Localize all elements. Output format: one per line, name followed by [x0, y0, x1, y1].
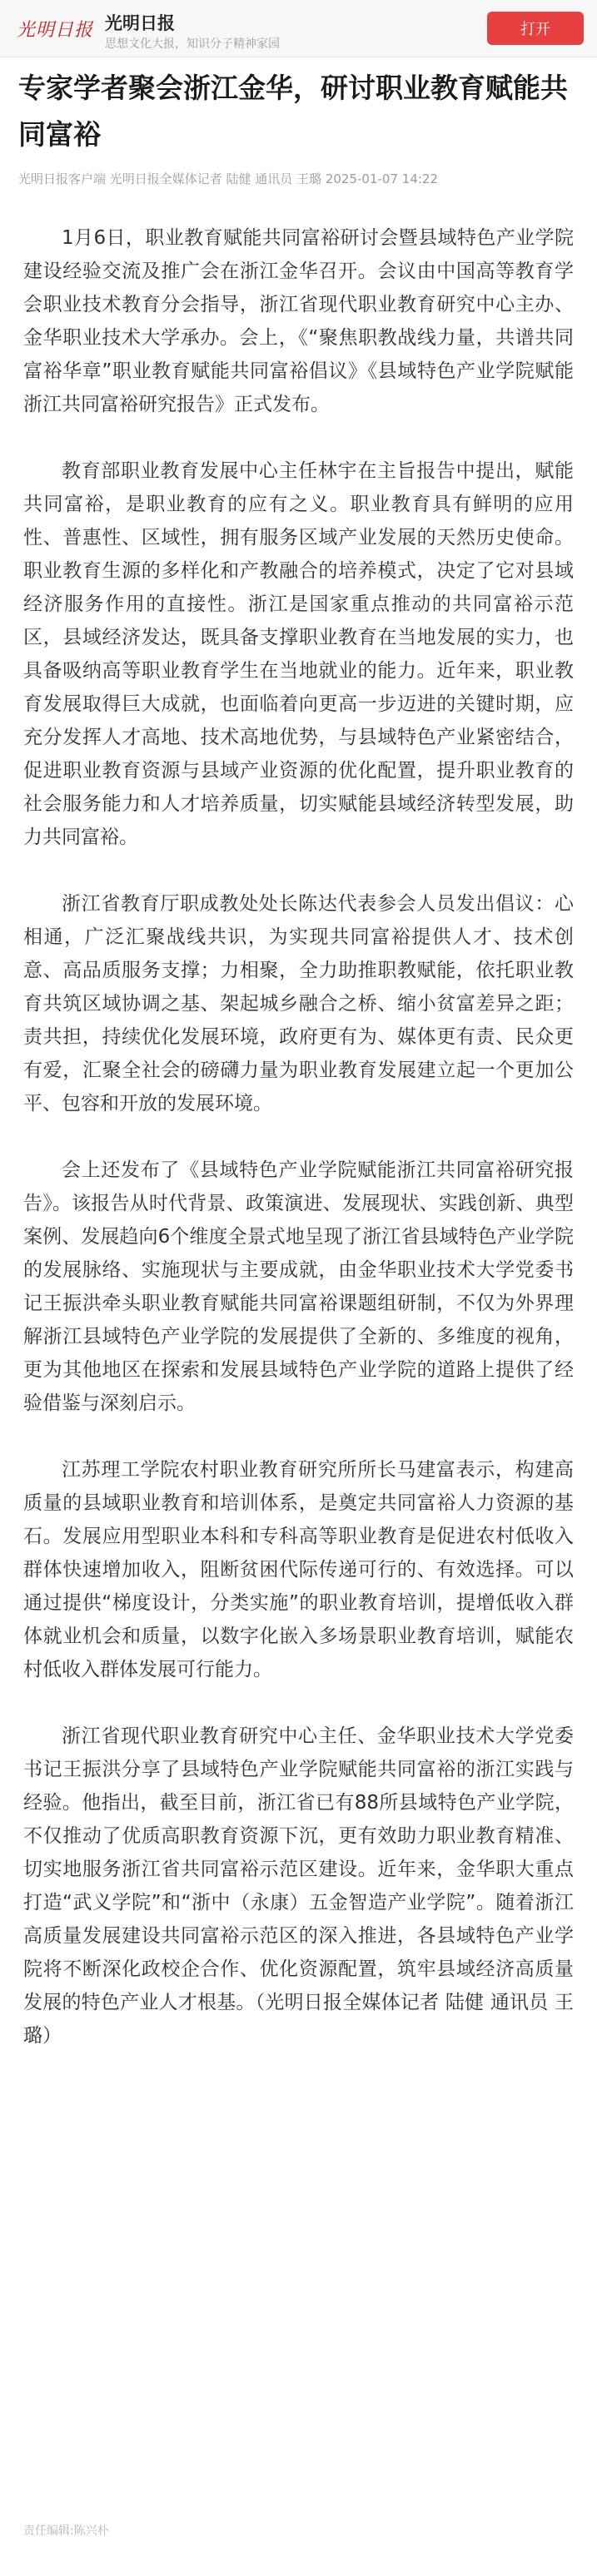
article-paragraph: 浙江省教育厅职成教处处长陈达代表参会人员发出倡议：心相通，广泛汇聚战线共识，为实现共同富裕提供人才、技术创意、高品质服务支撑；力相聚，全力助推职教赋能，依托职业教育共筑区域协调之基、架起城乡融合之桥、缩小贫富差异之距；责共担，持续优化发展环境，政府更有为、媒体更有责、民众更有爱，汇聚全社会的磅礴力量为职业教育发展建立起一个更加公平、包容和开放的发展环境。	[23, 893, 574, 1114]
responsible-editor: 责任编辑:陈兴朴	[23, 2524, 109, 2538]
app-banner	[0, 0, 597, 57]
app-slogan: 思想文化大报，知识分子精神家园	[105, 37, 280, 51]
article-paragraph: 教育部职业教育发展中心主任林宇在主旨报告中提出，赋能共同富裕，是职业教育的应有之义。职业教育具有鲜明的应用性、普惠性、区域性，拥有服务区域产业发展的天然历史使命。职业教育生源的多样化和产教融合的培养模式，决定了它对县域经济服务作用的直接性。浙江是国家重点推动的共同富裕示范区，县域经济发达，既具备支撑职业教育在当地发展的实力，也具备吸纳高等职业教育学生在当地就业的能力。近年来，职业教育发展取得巨大成就，也面临着向更高一步迈进的关键时期，应充分发挥人才高地、技术高地优势，与县域特色产业紧密结合，促进职业教育资源与县域产业资源的优化配置，提升职业教育的社会服务能力和人才培养质量，切实赋能县域经济转型发展，助力共同富裕。	[23, 460, 574, 848]
app-name: 光明日报	[105, 13, 175, 33]
article-paragraph: 浙江省现代职业教育研究中心主任、金华职业技术大学党委书记王振洪分享了县域特色产业学院赋能共同富裕的浙江实践与经验。他指出，截至目前，浙江省已有88所县域特色产业学院，不仅推动了优质高职教育资源下沉，更有效助力职业教育精准、切实地服务浙江省共同富裕示范区建设。近年来，金华职大重点打造“武义学院”和“浙中（永康）五金智造产业学院”。随着浙江高质量发展建设共同富裕示范区的深入推进，各县域特色产业学院将不断深化政校企合作、优化资源配置，筑牢县域经济高质量发展的特色产业人才根基。（光明日报全媒体记者 陆健 通讯员 王璐）	[23, 1725, 574, 2047]
open-app-button[interactable]: 打开	[487, 12, 584, 45]
article-container	[0, 57, 597, 2086]
logo-text: 光明日报	[16, 19, 93, 41]
article-paragraph: 会上还发布了《县域特色产业学院赋能浙江共同富裕研究报告》。该报告从时代背景、政策演进、发展现状、实践创新、典型案例、发展趋向6个维度全景式地呈现了浙江省县域特色产业学院的发展脉络、实施现状与主要成就，由金华职业技术大学党委书记王振洪牵头职业教育赋能共同富裕课题组研制，不仅为外界理解浙江县域特色产业学院的发展提供了全新的、多维度的视角，更为其他地区在探索和发展县域特色产业学院的道路上提供了经验借鉴与深刻启示。	[23, 1159, 574, 1414]
article-paragraph: 江苏理工学院农村职业教育研究所所长马建富表示，构建高质量的县域职业教育和培训体系，是奠定共同富裕人力资源的基石。发展应用型职业本科和专科高等职业教育是促进农村低收入群体快速增加收入，阻断贫困代际传递可行的、有效选择。可以通过提供“梯度设计，分类实施”的职业教育培训，提增低收入群体就业机会和质量，以数字化嵌入多场景职业教育培训，赋能农村低收入群体发展可行能力。	[23, 1459, 574, 1680]
guangming-logo	[15, 13, 95, 43]
article-body	[23, 221, 574, 2052]
article-meta: 光明日报客户端 光明日报全媒体记者 陆健 通讯员 王璐 2025-01-07 14:22	[18, 171, 439, 186]
article-paragraph: 1月6日，职业教育赋能共同富裕研讨会暨县域特色产业学院建设经验交流及推广会在浙江金华召开。会议由中国高等教育学会职业技术教育分会指导，浙江省现代职业教育研究中心主办、金华职业技术大学承办。会上，《“聚焦职教战线力量，共谱共同富裕华章”职业教育赋能共同富裕倡议》《县域特色产业学院赋能浙江共同富裕研究报告》正式发布。	[23, 227, 574, 415]
article-title: 专家学者聚会浙江金华，研讨职业教育赋能共同富裕	[18, 72, 568, 151]
